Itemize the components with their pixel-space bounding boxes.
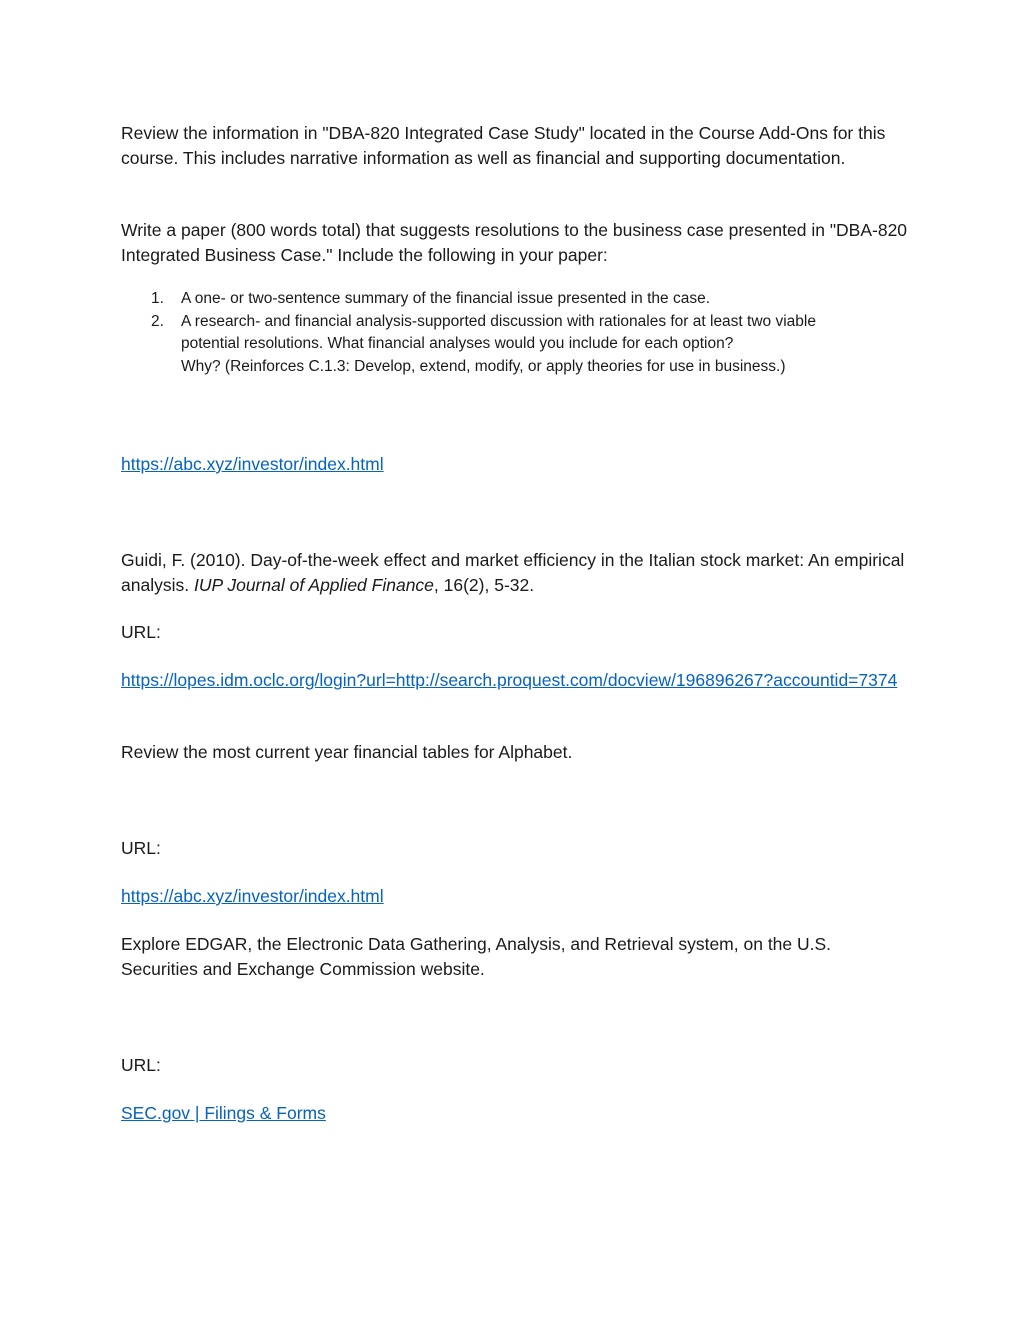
- list-item-text: potential resolutions. What financial analyses would you include for each option?: [181, 335, 734, 352]
- list-item-number: 2.: [151, 312, 164, 330]
- edgar-paragraph: Explore EDGAR, the Electronic Data Gathering, Analysis, and Retrieval system, on the U.S. Securities and Exchange Commission website.: [121, 934, 832, 979]
- url-label: URL:: [121, 622, 161, 642]
- alphabet-review-text: Review the most current year financial tables for Alphabet.: [121, 742, 573, 762]
- citation-details: , 16(2), 5-32.: [433, 574, 535, 595]
- list-item: [151, 288, 941, 311]
- list-item-number: 1.: [151, 290, 164, 307]
- url-label: URL:: [121, 1055, 161, 1075]
- intro-paragraph: Review the information in "DBA-820 Integrated Case Study" located in the Course Add-Ons for this course. This includes narrative information as well as financial and supporting documentation.: [121, 123, 886, 168]
- citation-paragraph: [121, 548, 911, 597]
- proquest-link[interactable]: https://lopes.idm.oclc.org/login?url=http://search.proquest.com/docview/196896267?accountid=7374: [121, 670, 898, 690]
- url-label: URL:: [121, 838, 161, 858]
- list-item: [151, 311, 941, 379]
- sec-filings-link[interactable]: SEC.gov | Filings & Forms: [121, 1103, 326, 1123]
- list-item-text: Why? (Reinforces C.1.3: Develop, extend, modify, or apply theories for use in business.): [181, 357, 786, 375]
- journal-title: IUP Journal of Applied Finance: [193, 574, 434, 595]
- list-item-text: A one- or two-sentence summary of the financial issue presented in the case.: [181, 290, 711, 307]
- investor-link[interactable]: https://abc.xyz/investor/index.html: [121, 454, 384, 474]
- assignment-paragraph: Write a paper (800 words total) that suggests resolutions to the business case presented in "DBA-820 Integrated Business Case." Include the following in your paper:: [121, 220, 908, 265]
- task-list: [121, 288, 941, 378]
- citation-text: Guidi, F. (2010). Day-of-the-week effect and market efficiency in the Italian stock market: An empirical analysis.: [121, 550, 905, 595]
- investor-link[interactable]: https://abc.xyz/investor/index.html: [121, 886, 384, 906]
- list-item-text: A research- and financial analysis-supported discussion with rationales for at least two viable: [181, 312, 816, 330]
